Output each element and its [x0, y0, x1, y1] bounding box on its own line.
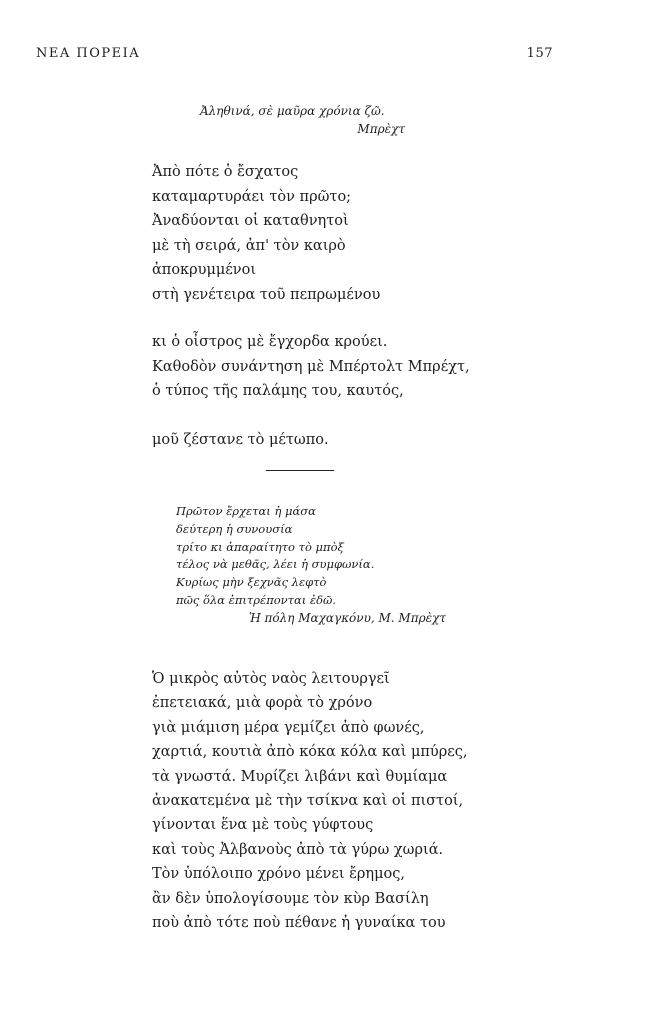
poem-line: ποὺ ἀπὸ τότε ποὺ πέθανε ἡ γυναίκα του [152, 914, 446, 931]
epigraph-line: πῶς ὅλα ἐπιτρέπονται ἐδῶ. [176, 592, 337, 607]
poem-line: ἂν δὲν ὑπολογίσουμε τὸν κὺρ Βασίλη [152, 890, 429, 907]
poem-line: καὶ τοὺς Ἀλβανοὺς ἀπὸ τὰ γύρω χωριά. [152, 841, 444, 858]
poem-line: χαρτιά, κουτιὰ ἀπὸ κόκα κόλα καὶ μπύρες, [152, 744, 468, 761]
journal-title: ΝΕΑ ΠΟΡΕΙΑ [36, 46, 141, 61]
epigraph-line: τέλος νὰ μεθᾶς, λέει ἡ συμφωνία. [176, 557, 375, 572]
poem-line: τὰ γνωστά. Μυρίζει λιβάνι καὶ θυμίαμα [152, 768, 448, 785]
stanza-gap [152, 404, 470, 429]
poem-line: Ἀναδύονται οἱ καταθνητοὶ [152, 213, 349, 229]
page-number: 157 [526, 46, 553, 61]
poem-line: στὴ γενέτειρα τοῦ πεπρωμένου [152, 286, 381, 303]
stanza-3 [152, 667, 468, 935]
poem-line: ἀποκρυμμένοι [152, 262, 257, 278]
epigraph-line: δεύτερη ἡ συνουσία [176, 521, 293, 536]
section-divider [266, 470, 334, 471]
epigraph-mahagonny [176, 503, 446, 628]
epigraph-line: τρίτο κι ἀπαραίτητο τὸ μπὸξ [176, 539, 344, 554]
epigraph-line: Κυρίως μὴν ξεχνᾶς λεφτὸ [176, 575, 327, 590]
poem-line: γιὰ μιάμιση μέρα γεμίζει ἀπὸ φωνές, [152, 719, 425, 736]
epigraph-quote: Ἀληθινά, σὲ μαῦρα χρόνια ζῶ. [200, 104, 385, 118]
poem-line: κι ὁ οἶστρος μὲ ἔγχορδα κρούει. [152, 334, 388, 350]
poem-line: μοῦ ζέστανε τὸ μέτωπο. [152, 432, 329, 448]
poem-line: ἀνακατεμένα μὲ τὴν τσίκνα καὶ οἱ πιστοί, [152, 792, 464, 809]
poem-line: γίνονται ἕνα μὲ τοὺς γύφτους [152, 817, 374, 834]
poem-line: Τὸν ὑπόλοιπο χρόνο μένει ἔρημος, [152, 866, 405, 883]
stanza-2 [152, 330, 470, 453]
epigraph-source: Ἡ πόλη Μαχαγκόνυ, Μ. Μπρὲχτ [248, 610, 446, 625]
poem-line: καταμαρτυράει τὸν πρῶτο; [152, 188, 352, 205]
poem-line: Καθοδὸν συνάντηση μὲ Μπέρτολτ Μπρέχτ, [152, 358, 470, 375]
poem-line: Ὁ μικρὸς αὐτὸς ναὸς λειτουργεῖ [152, 671, 390, 687]
poem-line: μὲ τὴ σειρά, ἀπ' τὸν καιρὸ [152, 237, 346, 254]
epigraph-brecht [200, 102, 405, 138]
poem-line: Ἀπὸ πότε ὁ ἔσχατος [152, 164, 299, 180]
epigraph-line: Πρῶτον ἔρχεται ἡ μάσα [176, 504, 316, 518]
stanza-1 [152, 160, 380, 307]
poem-line: ἐπετειακά, μιὰ φορὰ τὸ χρόνο [152, 695, 373, 712]
poem-line: ὁ τύπος τῆς παλάμης του, καυτός, [152, 383, 404, 399]
epigraph-author: Μπρὲχτ [357, 122, 405, 136]
